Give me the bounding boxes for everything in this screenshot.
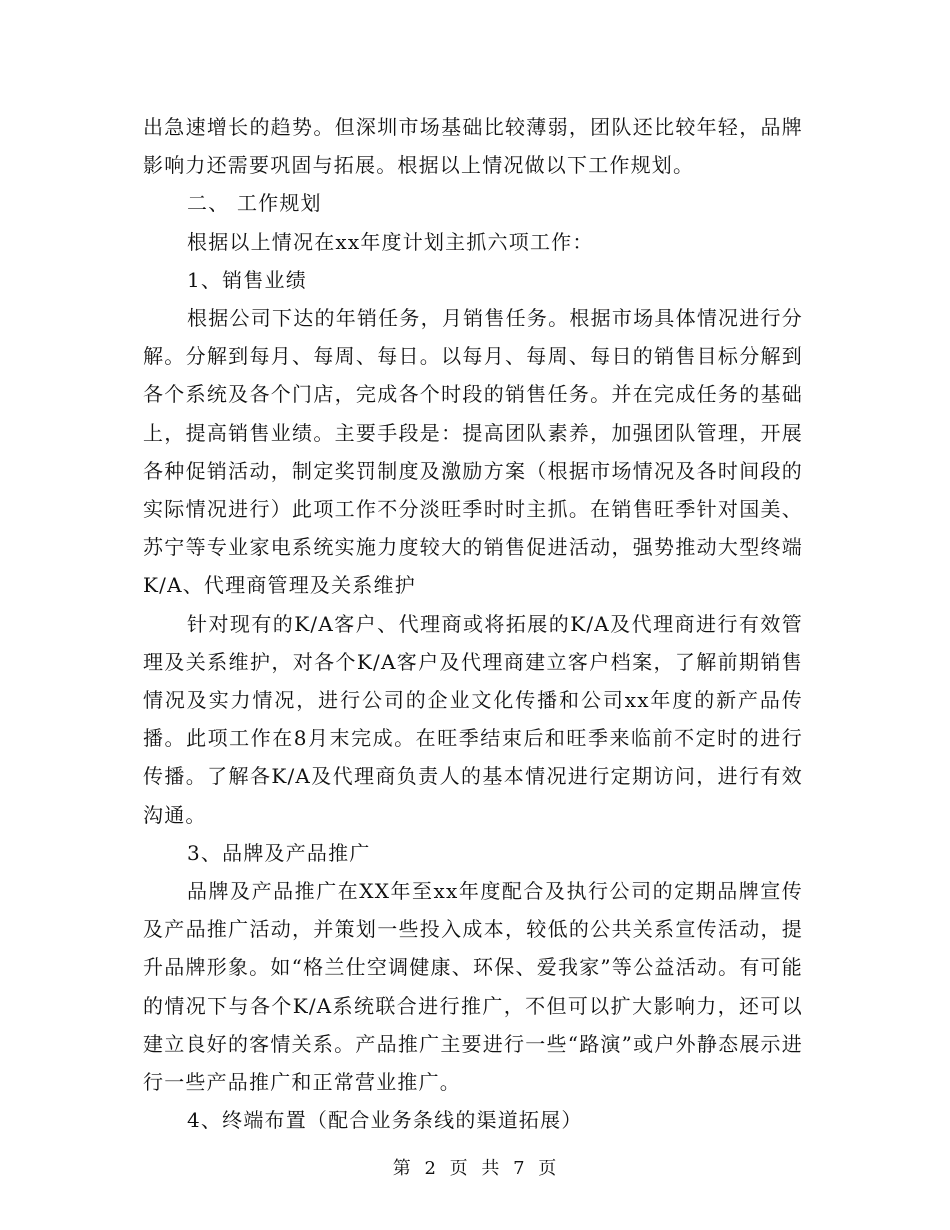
document-body [143, 108, 803, 1139]
paragraph-intro-continued: 出急速增长的趋势。但深圳市场基础比较薄弱，团队还比较年轻，品牌影响力还需要巩固与拓展。根据以上情况做以下工作规划。 [143, 115, 803, 178]
section-heading-work-plan: 二、 工作规划 [187, 191, 322, 216]
subheading-brand-promotion: 3、品牌及产品推广 [187, 840, 371, 865]
paragraph-plan-summary: 根据以上情况在xx年度计划主抓六项工作： [187, 229, 594, 254]
paragraph-brand-promotion: 品牌及产品推广在XX年至xx年度配合及执行公司的定期品牌宣传及产品推广活动，并策划一些投入成本，较低的公共关系宣传活动，提升品牌形象。如“格兰仕空调健康、环保、爱我家”等公益活动。有可能的情况下与各个K/A系统联合进行推广，不但可以扩大影响力，还可以建立良好的客情关系。产品推广主要进行一些“路演”或户外静态展示进行一些产品推广和正常营业推广。 [143, 879, 803, 1095]
subheading-sales-performance: 1、销售业绩 [187, 267, 307, 292]
paragraph-ka-agent-management: 针对现有的K/A客户、代理商或将拓展的K/A及代理商进行有效管理及关系维护，对各个K/A客户及代理商建立客户档案，了解前期销售情况及实力情况，进行公司的企业文化传播和公司xx年度的新产品传播。此项工作在8月末完成。在旺季结束后和旺季来临前不定时的进行传播。了解各K/A及代理商负责人的基本情况进行定期访问，进行有效沟通。 [143, 611, 803, 827]
subheading-terminal-layout: 4、终端布置（配合业务条线的渠道拓展） [187, 1108, 583, 1133]
page-footer: 第 2 页 共 7 页 [392, 1158, 558, 1179]
paragraph-sales-performance: 根据公司下达的年销任务，月销售任务。根据市场具体情况进行分解。分解到每月、每周、每日。以每月、每周、每日的销售目标分解到各个系统及各个门店，完成各个时段的销售任务。并在完成任务的基础上，提高销售业绩。主要手段是：提高团队素养，加强团队管理，开展各种促销活动，制定奖罚制度及激励方案（根据市场情况及各时间段的实际情况进行）此项工作不分淡旺季时时主抓。在销售旺季针对国美、苏宁等专业家电系统实施力度较大的销售促进活动，强势推动大型终端K/A、代理商管理及关系维护 [143, 306, 803, 598]
